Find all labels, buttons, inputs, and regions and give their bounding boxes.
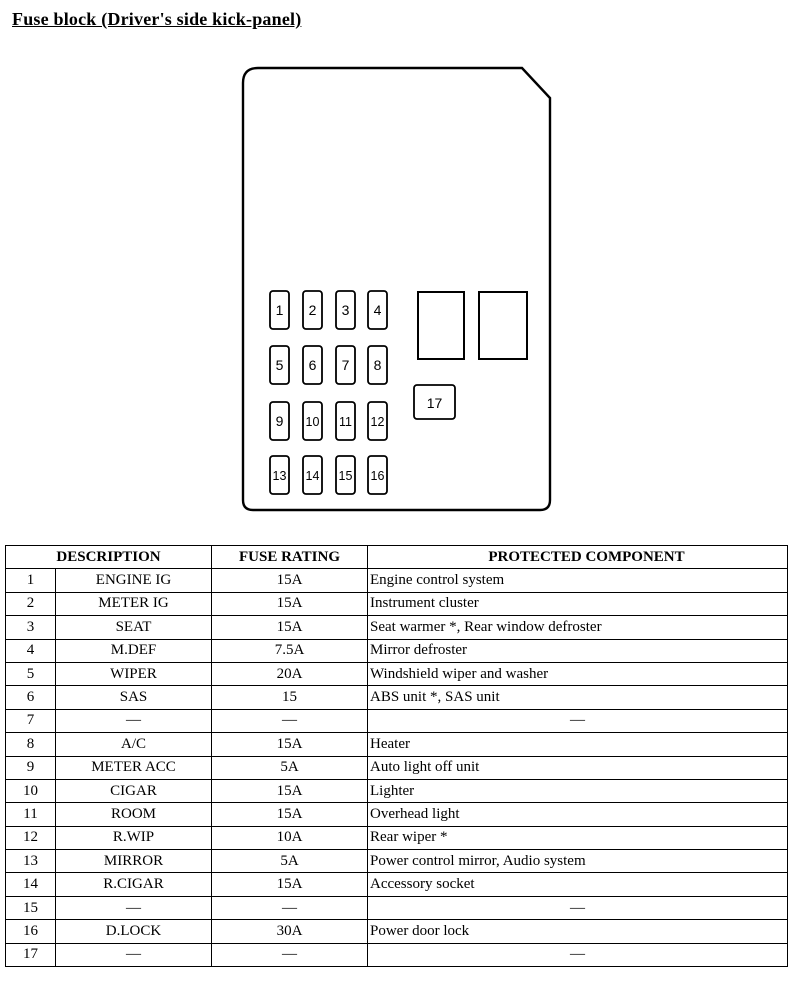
fuse-description: MIRROR [56, 850, 212, 873]
fuse-description: METER IG [56, 592, 212, 615]
fuse-number: 6 [6, 686, 56, 709]
fuse-number: 10 [6, 779, 56, 802]
protected-component: Instrument cluster [368, 592, 788, 615]
protected-component: — [368, 943, 788, 966]
header-protected-component: PROTECTED COMPONENT [368, 546, 788, 569]
protected-component: Lighter [368, 779, 788, 802]
fuse-rating: 15A [212, 733, 368, 756]
table-row [6, 686, 788, 709]
fuse-number: 5 [6, 662, 56, 685]
fuse-3-label: 3 [341, 302, 350, 318]
fuse-rating: — [212, 896, 368, 919]
protected-component: Power control mirror, Audio system [368, 850, 788, 873]
header-description: DESCRIPTION [6, 546, 212, 569]
fuse-number: 13 [6, 850, 56, 873]
fuse-rating: 15A [212, 803, 368, 826]
fuse-number: 15 [6, 896, 56, 919]
fuse-5-label: 5 [275, 357, 284, 373]
fuse-description: METER ACC [56, 756, 212, 779]
fuse-17-label: 17 [426, 395, 443, 411]
table-row [6, 920, 788, 943]
table-row [6, 662, 788, 685]
protected-component: Heater [368, 733, 788, 756]
fuse-rating: — [212, 943, 368, 966]
fuse-4-label: 4 [373, 302, 382, 318]
fuse-rating: 15A [212, 592, 368, 615]
table-row [6, 709, 788, 732]
protected-component: Rear wiper * [368, 826, 788, 849]
fuse-description: D.LOCK [56, 920, 212, 943]
protected-component: ABS unit *, SAS unit [368, 686, 788, 709]
fuse-1-label: 1 [275, 302, 284, 318]
fuse-6-label: 6 [308, 357, 317, 373]
table-row [6, 850, 788, 873]
fuse-rating: — [212, 709, 368, 732]
fuse-description: R.WIP [56, 826, 212, 849]
table-row [6, 779, 788, 802]
fuse-12-label: 12 [370, 415, 385, 429]
fuse-rating: 30A [212, 920, 368, 943]
fuse-13-label: 13 [272, 469, 287, 483]
fuse-block-outline [243, 68, 550, 510]
page-title: Fuse block (Driver's side kick-panel) [12, 9, 302, 29]
fuse-description: CIGAR [56, 779, 212, 802]
fuse-8-label: 8 [373, 357, 382, 373]
fuse-10-label: 10 [305, 415, 320, 429]
protected-component: Power door lock [368, 920, 788, 943]
fuse-table [5, 545, 788, 967]
fuse-description: — [56, 709, 212, 732]
protected-component: — [368, 709, 788, 732]
fuse-number: 9 [6, 756, 56, 779]
table-row [6, 616, 788, 639]
relay-left [418, 292, 464, 359]
fuse-15-label: 15 [338, 469, 353, 483]
fuse-number: 1 [6, 569, 56, 592]
table-row [6, 756, 788, 779]
fuse-rating: 5A [212, 850, 368, 873]
fuse-number: 7 [6, 709, 56, 732]
fuse-number: 8 [6, 733, 56, 756]
table-row [6, 896, 788, 919]
fuse-number: 3 [6, 616, 56, 639]
fuse-number: 14 [6, 873, 56, 896]
table-row [6, 569, 788, 592]
fuse-description: — [56, 896, 212, 919]
protected-component: — [368, 896, 788, 919]
table-row [6, 873, 788, 896]
fuse-rating: 20A [212, 662, 368, 685]
table-row [6, 826, 788, 849]
table-row [6, 803, 788, 826]
header-fuse-rating: FUSE RATING [212, 546, 368, 569]
table-row [6, 943, 788, 966]
table-row [6, 733, 788, 756]
fuse-11-label: 11 [339, 415, 352, 429]
fuse-description: SEAT [56, 616, 212, 639]
fuse-grid [270, 291, 387, 494]
fuse-number: 17 [6, 943, 56, 966]
fuse-rating: 15 [212, 686, 368, 709]
fuse-rating: 15A [212, 569, 368, 592]
relay-right [479, 292, 527, 359]
protected-component: Auto light off unit [368, 756, 788, 779]
fuse-rating: 5A [212, 756, 368, 779]
fuse-number: 4 [6, 639, 56, 662]
fuse-14-label: 14 [305, 469, 320, 483]
fuse-description: SAS [56, 686, 212, 709]
fuse-description: M.DEF [56, 639, 212, 662]
fuse-9-label: 9 [275, 413, 284, 429]
fuse-rating: 15A [212, 779, 368, 802]
protected-component: Engine control system [368, 569, 788, 592]
fuse-7-label: 7 [341, 357, 350, 373]
protected-component: Windshield wiper and washer [368, 662, 788, 685]
table-row [6, 639, 788, 662]
fuse-2-label: 2 [308, 302, 317, 318]
fuse-rating: 15A [212, 873, 368, 896]
fuse-16-label: 16 [370, 469, 385, 483]
fuse-description: A/C [56, 733, 212, 756]
fuse-number: 16 [6, 920, 56, 943]
fuse-description: R.CIGAR [56, 873, 212, 896]
fuse-description: ENGINE IG [56, 569, 212, 592]
fuse-number: 2 [6, 592, 56, 615]
fuse-description: ROOM [56, 803, 212, 826]
protected-component: Overhead light [368, 803, 788, 826]
fuse-number: 11 [6, 803, 56, 826]
fuse-rating: 10A [212, 826, 368, 849]
protected-component: Mirror defroster [368, 639, 788, 662]
fuse-rating: 15A [212, 616, 368, 639]
fuse-number: 12 [6, 826, 56, 849]
fuse-description: WIPER [56, 662, 212, 685]
protected-component: Accessory socket [368, 873, 788, 896]
table-row [6, 592, 788, 615]
fuse-description: — [56, 943, 212, 966]
fuse-rating: 7.5A [212, 639, 368, 662]
table-header-row [6, 546, 788, 569]
protected-component: Seat warmer *, Rear window defroster [368, 616, 788, 639]
